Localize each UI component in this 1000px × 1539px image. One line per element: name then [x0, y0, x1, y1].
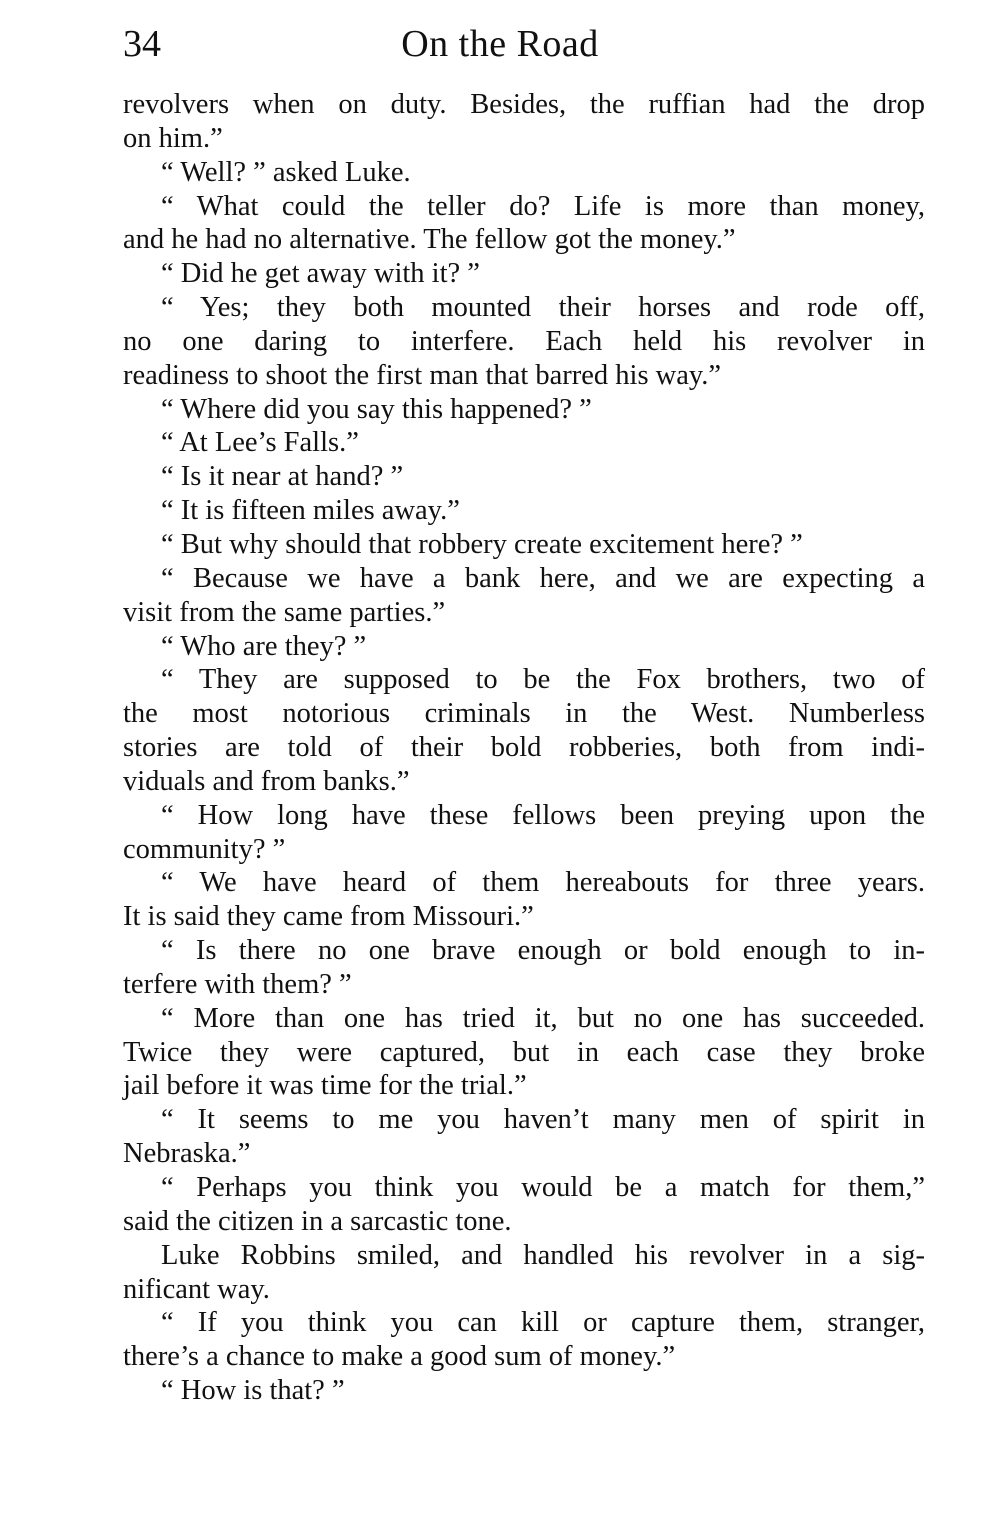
text-line: “ Is there no one brave enough or bold enough to in- — [161, 935, 925, 967]
text-line: “ Did he get away with it? ” — [161, 258, 480, 290]
text-line: “ More than one has tried it, but no one has succeeded. — [161, 1002, 925, 1034]
text-line: “ Because we have a bank here, and we are expecting a — [161, 562, 925, 594]
text-line: revolvers when on duty. Besides, the ruffian had the drop — [123, 89, 925, 120]
text-line: stories are told of their bold robberies, both from indi- — [123, 732, 925, 764]
text-line: and he had no alternative. The fellow got the money.” — [123, 224, 736, 256]
text-line: “ It is fifteen miles away.” — [161, 495, 460, 527]
text-line: jail before it was time for the trial.” — [123, 1070, 527, 1102]
text-line: “ But why should that robbery create excitement here? ” — [161, 528, 803, 560]
text-line: “ Is it near at hand? ” — [161, 461, 404, 493]
text-line: Nebraska.” — [123, 1138, 251, 1170]
text-line: “ What could the teller do? Life is more than money, — [161, 190, 925, 222]
text-line: community? ” — [123, 833, 286, 865]
text-line: “ They are supposed to be the Fox brothers, two of — [161, 664, 925, 696]
running-head-title: On the Road — [401, 23, 599, 65]
text-line: nificant way. — [123, 1273, 270, 1305]
text-line: “ Well? ” asked Luke. — [161, 156, 411, 188]
text-line: viduals and from banks.” — [123, 765, 410, 797]
text-line: on him.” — [123, 122, 223, 154]
text-line: no one daring to interfere. Each held his revolver in — [123, 325, 925, 357]
text-line: terfere with them? ” — [123, 968, 352, 1000]
text-line: Twice they were captured, but in each case they broke — [123, 1036, 925, 1068]
text-line: there’s a chance to make a good sum of money.” — [123, 1341, 676, 1373]
text-line: Luke Robbins smiled, and handled his revolver in a sig- — [161, 1239, 925, 1271]
text-line: “ Who are they? ” — [161, 630, 367, 662]
text-line: It is said they came from Missouri.” — [123, 901, 534, 933]
text-line: “ If you think you can kill or capture them, stranger, — [161, 1307, 925, 1339]
text-line: “ Where did you say this happened? ” — [161, 393, 592, 425]
text-line: visit from the same parties.” — [123, 596, 446, 628]
text-line: “ We have heard of them hereabouts for three years. — [161, 867, 925, 899]
text-line: “ It seems to me you haven’t many men of spirit in — [161, 1104, 925, 1136]
text-line: “ How is that? ” — [161, 1375, 345, 1407]
text-line: “ At Lee’s Falls.” — [161, 427, 359, 459]
text-line: readiness to shoot the first man that barred his way.” — [123, 359, 722, 391]
body-text — [123, 88, 925, 1408]
page-number: 34 — [123, 23, 161, 65]
text-line: said the citizen in a sarcastic tone. — [123, 1205, 512, 1237]
text-line: the most notorious criminals in the West. Numberless — [123, 698, 925, 730]
text-line: “ Yes; they both mounted their horses and rode off, — [161, 292, 925, 324]
text-line: “ How long have these fellows been preying upon the — [161, 799, 925, 831]
text-line: “ Perhaps you think you would be a match for them,” — [161, 1172, 925, 1203]
